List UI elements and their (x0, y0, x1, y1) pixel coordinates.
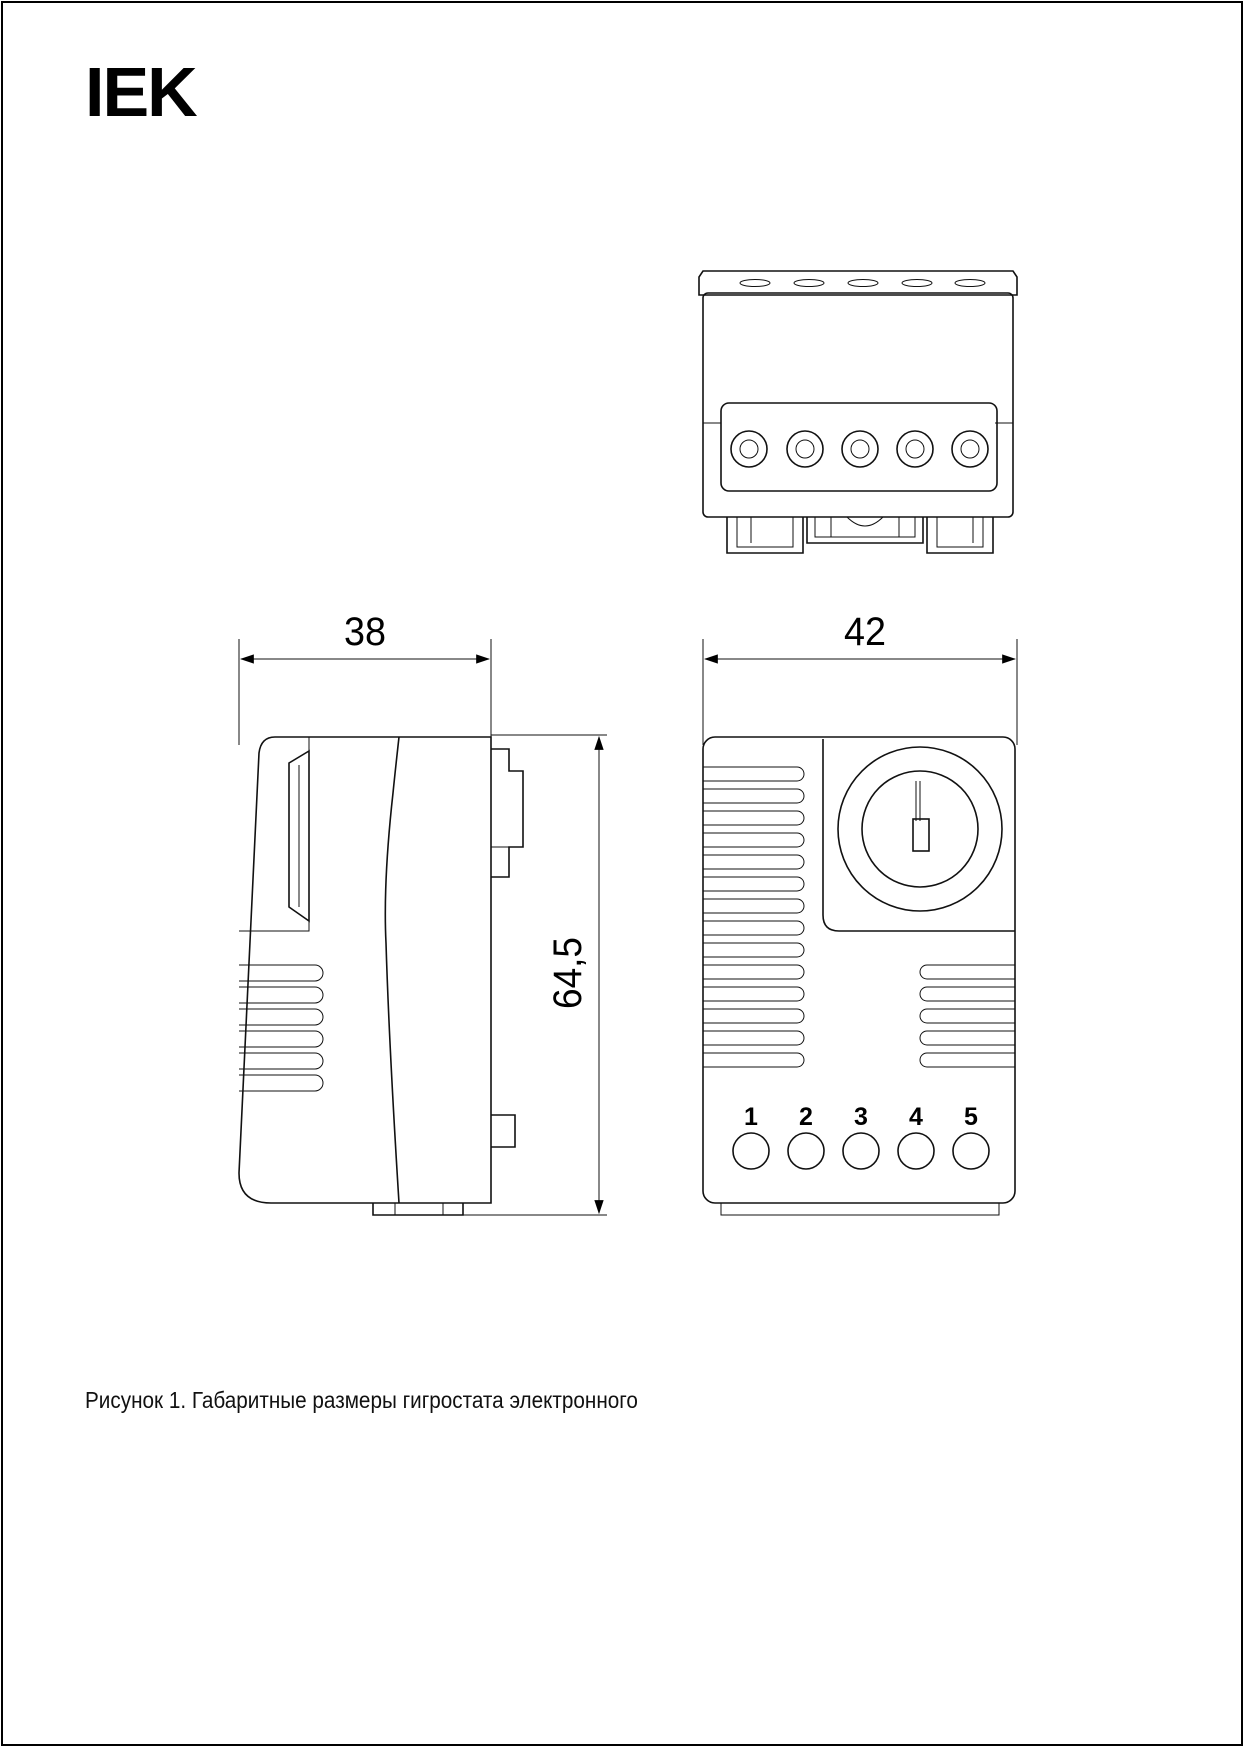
dimension-width-label: 42 (844, 610, 886, 654)
top-view (699, 271, 1017, 553)
top-terminal-screws (731, 431, 988, 467)
dimension-depth (239, 610, 491, 745)
dimension-height-label: 64,5 (546, 931, 590, 1009)
dimension-width (703, 610, 1017, 745)
front-vent-slots-left (703, 767, 804, 1067)
side-vent-slots (239, 965, 323, 1091)
front-vent-slots-right (920, 965, 1015, 1067)
figure-caption: Рисунок 1. Габаритные размеры гигростата электронного (85, 1387, 638, 1413)
terminal-label-1: 1 (744, 1103, 758, 1131)
terminal-openings (733, 1133, 989, 1169)
humidity-dial (838, 747, 1002, 911)
logo-text: IEK (85, 53, 196, 131)
terminal-label-5: 5 (964, 1103, 978, 1131)
terminal-label-2: 2 (799, 1103, 813, 1131)
dimension-height (463, 735, 607, 1215)
terminal-label-4: 4 (909, 1103, 923, 1131)
front-view (703, 737, 1015, 1215)
technical-drawing (3, 3, 1241, 1744)
dimension-depth-label: 38 (344, 610, 386, 654)
side-view (239, 737, 523, 1215)
drawing-sheet (1, 1, 1243, 1746)
terminal-label-3: 3 (854, 1103, 868, 1131)
